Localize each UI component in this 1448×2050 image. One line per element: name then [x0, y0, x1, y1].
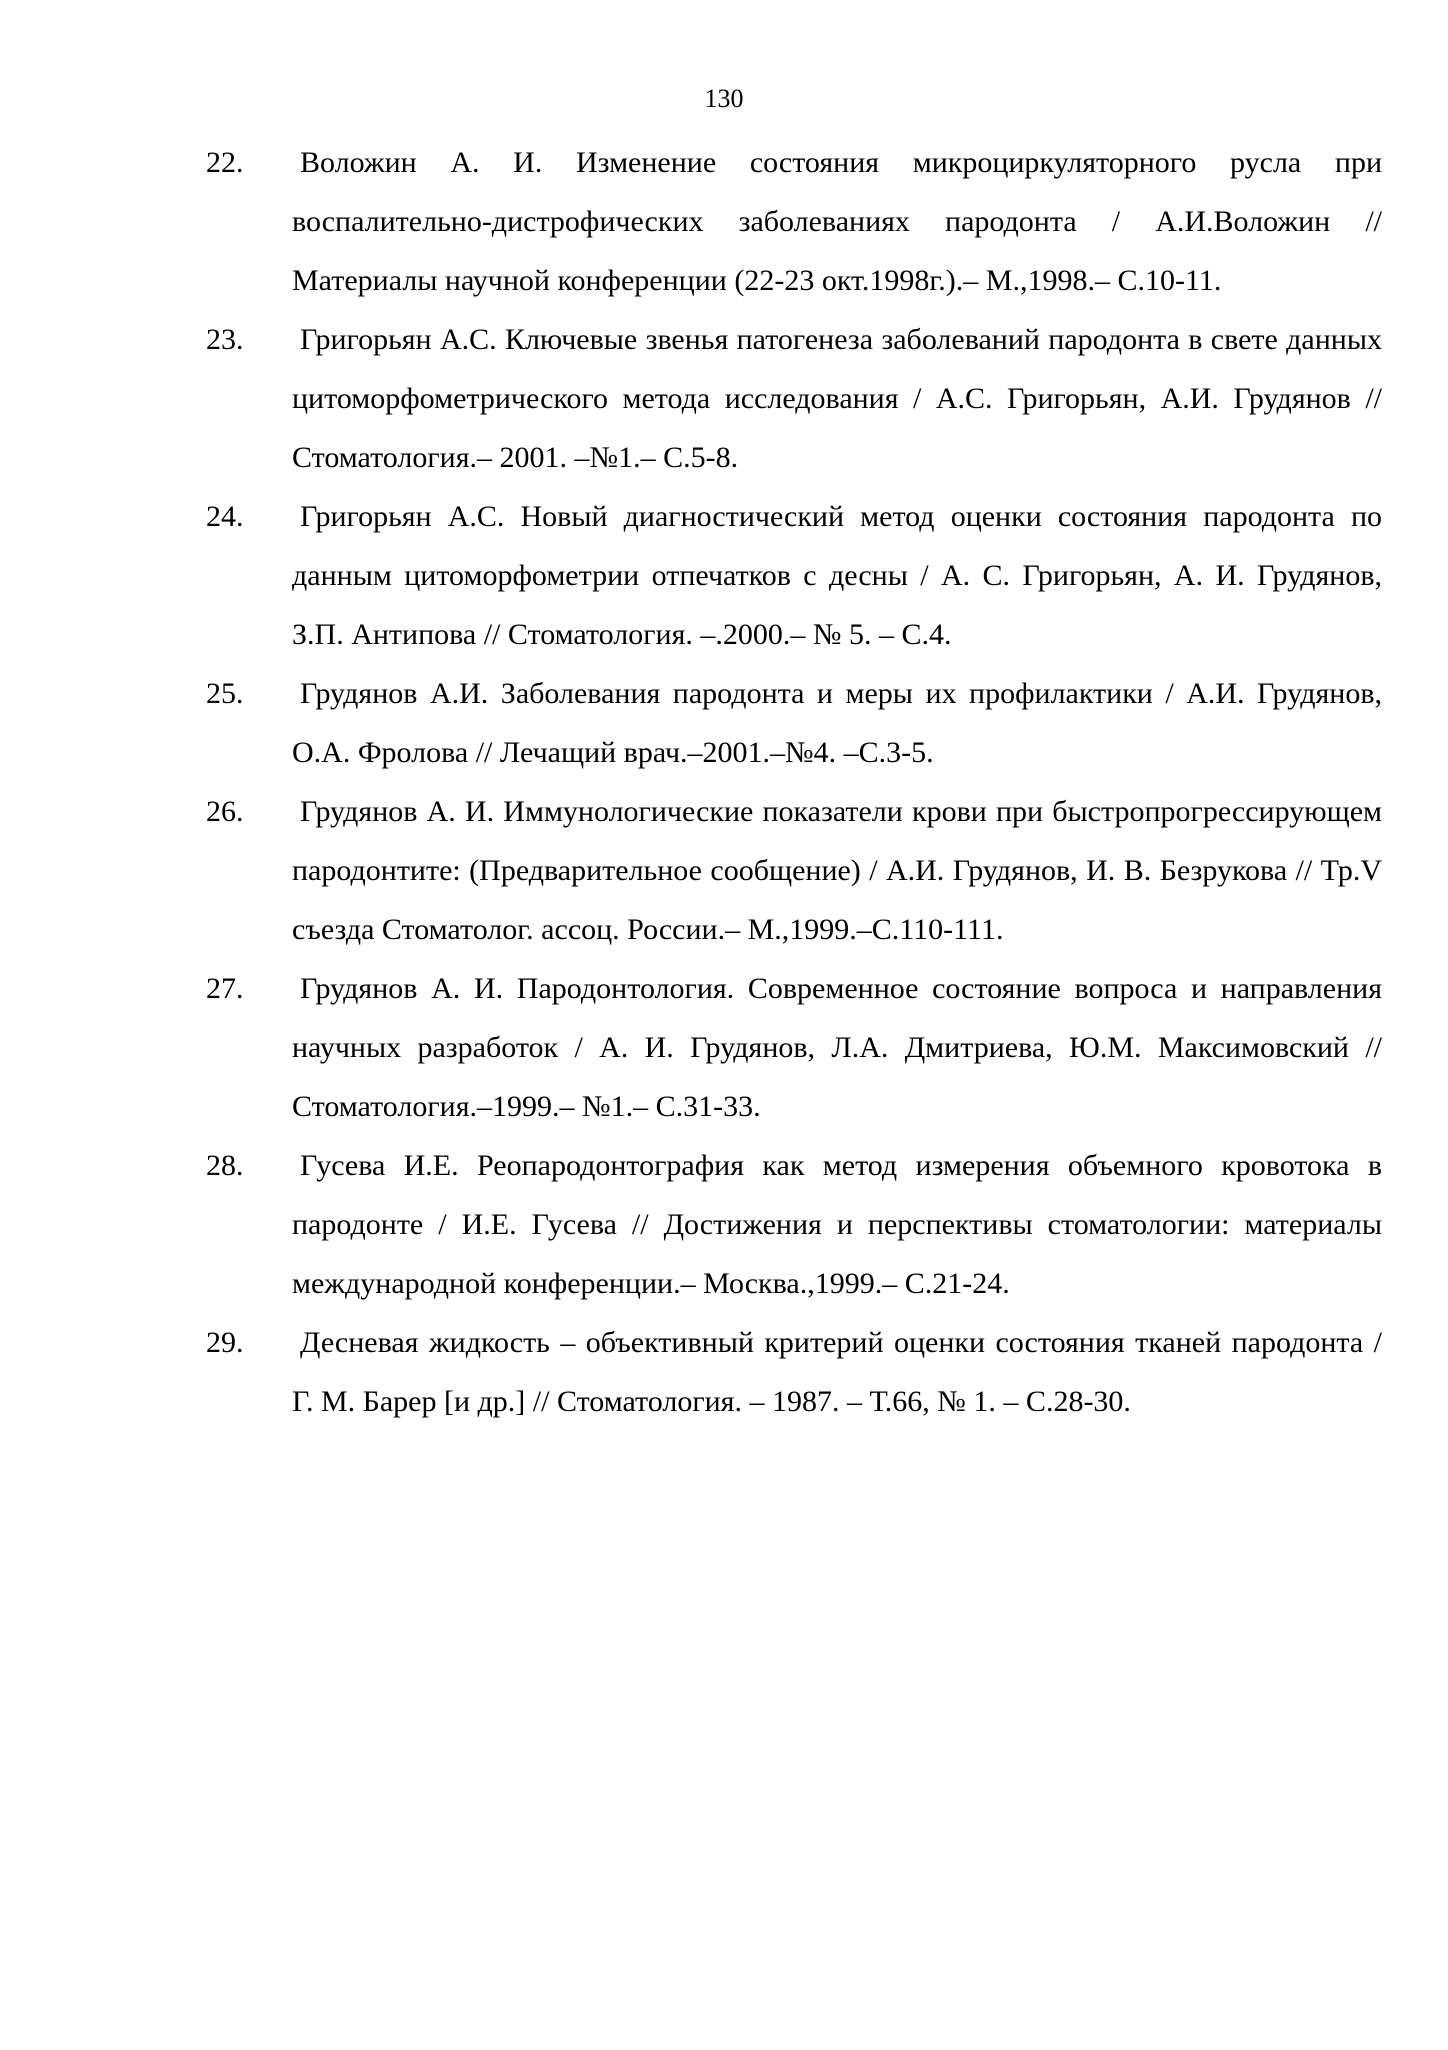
- reference-text: Григорьян А.С. Новый диагностический метод оценки состояния пародонта по данным цитоморфометрии отпечатков с десны / А. С. Григорьян, А. И. Грудянов, З.П. Антипова // Стоматология. –.2000.– № 5. – С.4.: [292, 500, 1382, 651]
- reference-text: Десневая жидкость – объективный критерий оценки состояния тканей пародонта / Г. М. Барер [и др.] // Стоматология. – 1987. – Т.66, № 1. – С.28-30.: [292, 1326, 1382, 1418]
- reference-item: [206, 310, 1382, 487]
- reference-number: 24.: [206, 500, 244, 533]
- reference-item: [206, 133, 1382, 310]
- reference-number: 22.: [206, 146, 244, 179]
- reference-item: [206, 487, 1382, 664]
- reference-number: 28.: [206, 1149, 244, 1182]
- reference-text: Грудянов А. И. Иммунологические показатели крови при быстропрогрессирующем пародонтите: (Предварительное сообщение) / А.И. Грудянов, И. В. Безрукова // Тр.V съезда Стоматолог. ассоц. России.– М.,1999.–С.110-111.: [292, 795, 1382, 946]
- reference-number: 23.: [206, 323, 244, 356]
- reference-item: [206, 959, 1382, 1136]
- page-number: 130: [704, 84, 744, 113]
- reference-number: 27.: [206, 972, 244, 1005]
- reference-text: Грудянов А.И. Заболевания пародонта и меры их профилактики / А.И. Грудянов, О.А. Фролова // Лечащий врач.–2001.–№4. –С.3-5.: [292, 677, 1382, 769]
- reference-text: Воложин А. И. Изменение состояния микроциркуляторного русла при воспалительно-дистрофических заболеваниях пародонта / А.И.Воложин // Материалы научной конференции (22-23 окт.1998г.).– М.,1998.– С.10-11.: [292, 146, 1382, 297]
- reference-item: [206, 664, 1382, 782]
- reference-item: [206, 782, 1382, 959]
- reference-text: Гусева И.Е. Реопародонтография как метод измерения объемного кровотока в пародонте / И.Е. Гусева // Достижения и перспективы стоматологии: материалы международной конференции.– Москва.,1999.– С.21-24.: [292, 1149, 1382, 1300]
- reference-item: [206, 1136, 1382, 1313]
- reference-list: [0, 133, 1448, 1431]
- reference-text: Григорьян А.С. Ключевые звенья патогенеза заболеваний пародонта в свете данных цитоморфометрического метода исследования / А.С. Григорьян, А.И. Грудянов // Стоматология.– 2001. –№1.– С.5-8.: [292, 323, 1382, 474]
- reference-text: Грудянов А. И. Пародонтология. Современное состояние вопроса и направления научных разработок / А. И. Грудянов, Л.А. Дмитриева, Ю.М. Максимовский // Стоматология.–1999.– №1.– С.31-33.: [292, 972, 1382, 1123]
- reference-number: 25.: [206, 677, 244, 710]
- reference-item: [206, 1313, 1382, 1431]
- reference-number: 29.: [206, 1326, 244, 1359]
- reference-number: 26.: [206, 795, 244, 828]
